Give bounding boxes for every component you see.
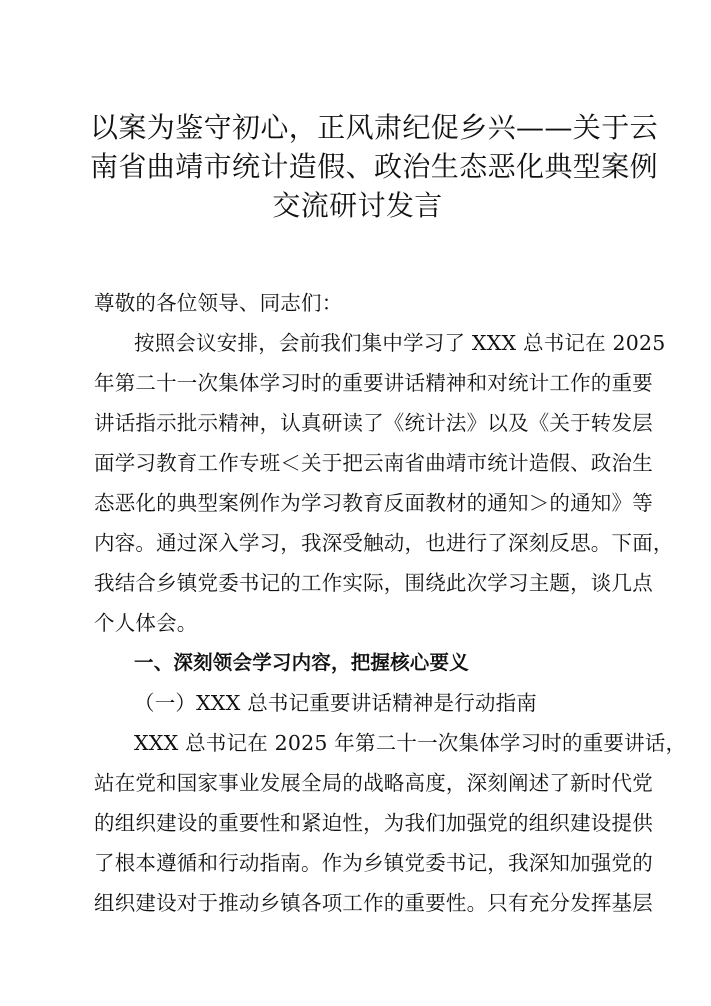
- section-heading: 一、深刻领会学习内容，把握核心要义: [134, 651, 469, 674]
- body-line: 年第二十一次集体学习时的重要讲话精神和对统计工作的重要: [94, 371, 653, 395]
- document-title: [90, 108, 659, 225]
- body-line: 站在党和国家事业发展全局的战略高度，深刻阐述了新时代党: [94, 771, 653, 795]
- body-line: 个人体会。: [94, 611, 198, 635]
- body-line: 的组织建设的重要性和紧迫性，为我们加强党的组织建设提供: [94, 811, 653, 835]
- body-line: 面学习教育工作专班＜关于把云南省曲靖市统计造假、政治生: [94, 451, 653, 475]
- title-line-1: 以案为鉴守初心，正风肃纪促乡兴——关于云: [90, 111, 659, 144]
- body-line: 讲话指示批示精神，认真研读了《统计法》以及《关于转发层: [94, 411, 653, 435]
- body-line: 组织建设对于推动乡镇各项工作的重要性。只有充分发挥基层: [94, 891, 653, 915]
- body-line: XXX 总书记在 2025 年第二十一次集体学习时的重要讲话，: [134, 731, 687, 755]
- title-line-3: 交流研讨发言: [272, 189, 443, 222]
- body-line: 内容。通过深入学习，我深受触动，也进行了深刻反思。下面，: [94, 531, 674, 555]
- salutation: 尊敬的各位领导、同志们：: [94, 291, 343, 315]
- title-line-2: 南省曲靖市统计造假、政治生态恶化典型案例: [90, 150, 659, 183]
- body-line: 态恶化的典型案例作为学习教育反面教材的通知＞的通知》等: [94, 491, 653, 515]
- body-line: 按照会议安排，会前我们集中学习了 XXX 总书记在 2025: [134, 331, 666, 355]
- subsection-heading: （一）XXX 总书记重要讲话精神是行动指南: [134, 691, 537, 715]
- body-line: 我结合乡镇党委书记的工作实际，围绕此次学习主题，谈几点: [94, 571, 653, 595]
- body-line: 了根本遵循和行动指南。作为乡镇党委书记，我深知加强党的: [94, 851, 653, 875]
